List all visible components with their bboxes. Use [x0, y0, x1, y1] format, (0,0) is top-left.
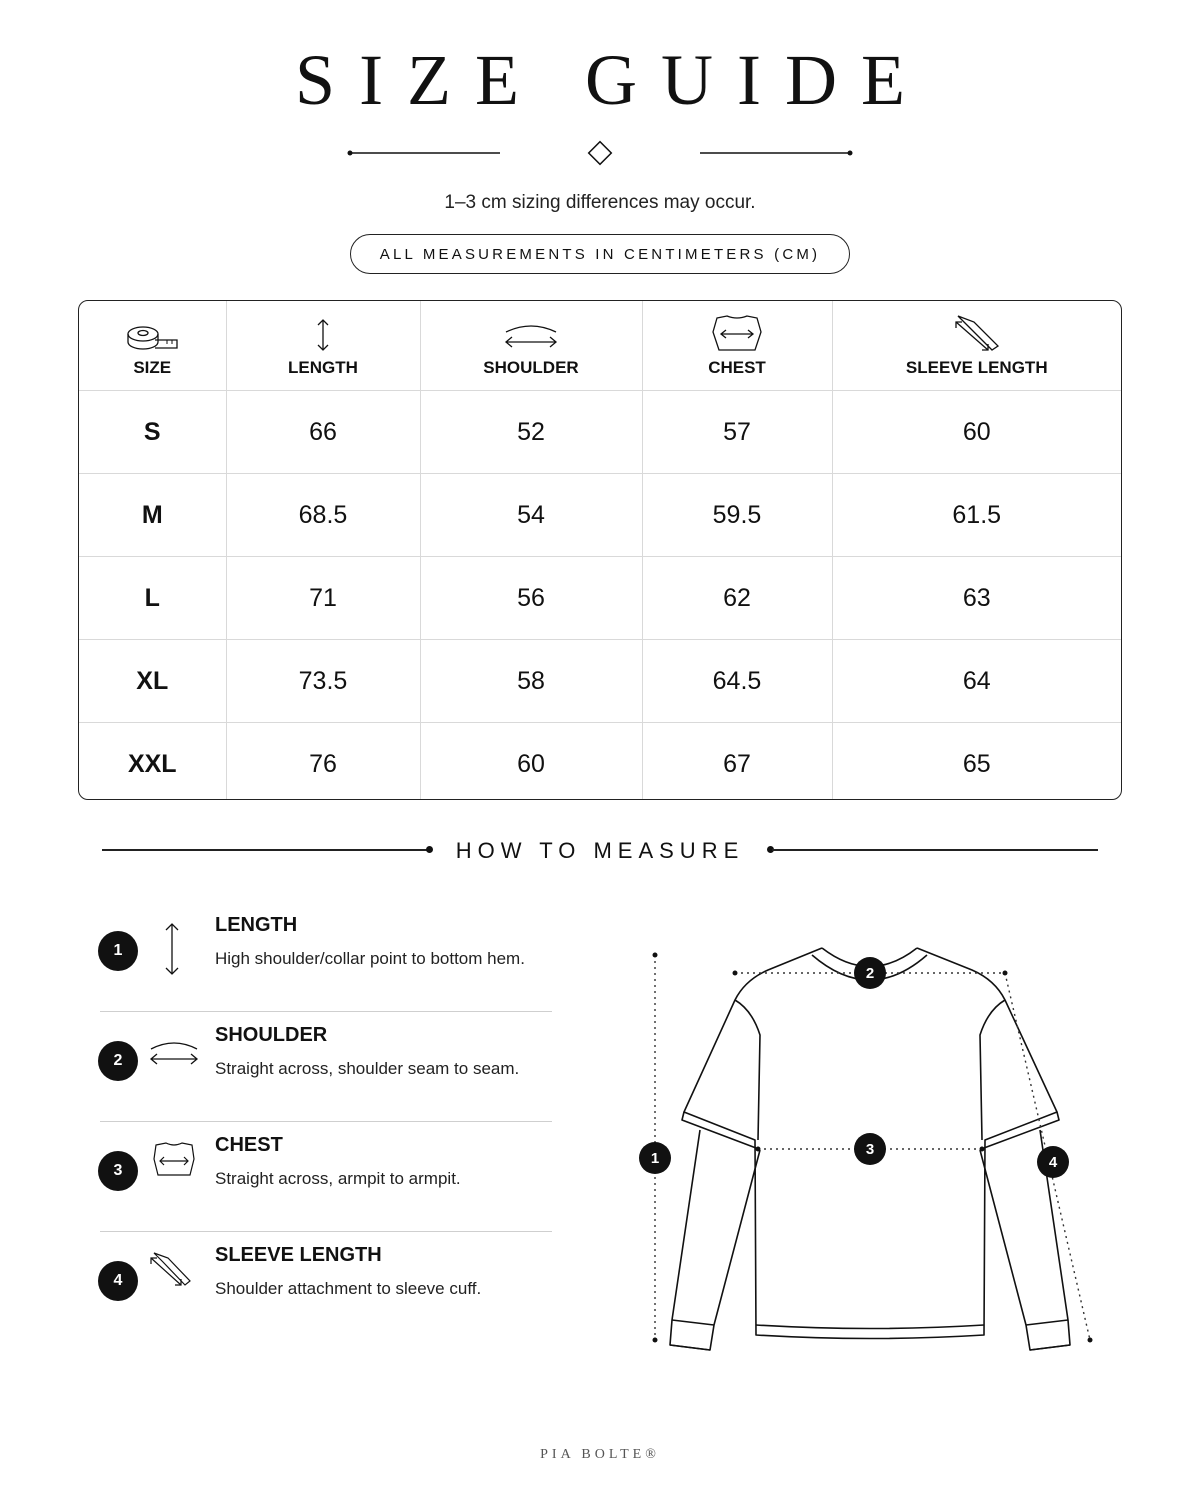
long-sleeve-left: [670, 1130, 760, 1350]
vertical-arrow-icon: [313, 318, 333, 352]
header-chest: [642, 301, 832, 391]
sleeve-length-cell: 61.5: [832, 474, 1121, 557]
sleeve-length-cell: 60: [832, 391, 1121, 474]
title-ornament: [340, 138, 860, 168]
size-cell: L: [79, 557, 226, 640]
header-size-label: SIZE: [133, 358, 172, 377]
step-description: Straight across, armpit to armpit.: [215, 1169, 461, 1188]
svg-text:3: 3: [865, 1141, 875, 1158]
length-cell: 71: [226, 557, 420, 640]
chest-cell: 57: [642, 391, 832, 474]
step-title: SHOULDER: [215, 1024, 328, 1046]
diagram-marker-3: [854, 1133, 886, 1165]
svg-text:2: 2: [865, 965, 875, 982]
chest-cell: 59.5: [642, 474, 832, 557]
diagram-marker-2: [854, 957, 886, 989]
header-length-label: LENGTH: [288, 358, 358, 377]
length-cell: 76: [226, 723, 420, 801]
size-cell: XXL: [79, 723, 226, 801]
sleeve-length-cell: 65: [962, 749, 991, 778]
page-title: SIZE GUIDE: [295, 40, 929, 120]
step-number-badge: 4: [98, 1261, 138, 1301]
shoulder-arc-icon: [502, 322, 560, 352]
step-title: LENGTH: [215, 914, 298, 936]
chest-icon: [152, 1141, 196, 1177]
section-divider-right: [772, 849, 1098, 851]
svg-text:4: 4: [1048, 1154, 1058, 1171]
shoulder-arc-icon: [148, 1039, 200, 1069]
table-row: [79, 723, 1121, 801]
header-sleeve-length-label: SLEEVE LENGTH: [905, 358, 1048, 377]
length-cell: 66: [226, 391, 420, 474]
header-size: [79, 301, 226, 391]
table-row: [79, 474, 1121, 557]
measuring-tape-icon: [123, 322, 181, 352]
measure-step-shoulder: [98, 1024, 552, 1151]
chest-cell: 67: [642, 723, 832, 801]
sizing-note: 1–3 cm sizing differences may occur.: [444, 192, 756, 213]
shoulder-cell: 56: [420, 557, 642, 640]
svg-text:1: 1: [650, 1150, 660, 1167]
step-divider: [100, 1011, 552, 1012]
diagram-marker-4: [1037, 1146, 1069, 1178]
vertical-arrow-icon: [162, 922, 182, 976]
header-length: [226, 301, 420, 391]
table-row: [79, 557, 1121, 640]
step-number-badge: 1: [98, 931, 138, 971]
size-table: [78, 300, 1122, 800]
size-cell: M: [79, 474, 226, 557]
chest-cell: 62: [642, 557, 832, 640]
table-row: [79, 640, 1121, 723]
header-shoulder-label: SHOULDER: [483, 358, 579, 377]
shoulder-cell: 58: [420, 640, 642, 723]
header-shoulder: [420, 301, 642, 391]
sleeve-length-cell: 63: [832, 557, 1121, 640]
section-divider-left: [102, 849, 428, 851]
units-label: ALL MEASUREMENTS IN CENTIMETERS (CM): [379, 245, 821, 263]
sleeve-icon: [952, 312, 1002, 352]
step-number-badge: 3: [98, 1151, 138, 1191]
brand-logo: PIA BOLTE®: [540, 1447, 660, 1462]
chest-icon: [709, 314, 765, 352]
table-row: [79, 391, 1121, 474]
shoulder-cell: 54: [420, 474, 642, 557]
step-description: Straight across, shoulder seam to seam.: [215, 1059, 520, 1078]
size-cell: S: [79, 391, 226, 474]
diagram-marker-1: [639, 1142, 671, 1174]
step-title: SLEEVE LENGTH: [215, 1244, 382, 1266]
header-chest-label: CHEST: [708, 358, 766, 377]
shoulder-cell: 60: [420, 723, 642, 801]
step-number-badge: 2: [98, 1041, 138, 1081]
length-cell: 68.5: [226, 474, 420, 557]
step-description: Shoulder attachment to sleeve cuff.: [215, 1279, 482, 1298]
step-divider: [100, 1121, 552, 1122]
units-badge: [350, 234, 850, 274]
step-description: High shoulder/collar point to bottom hem.: [215, 949, 525, 968]
how-to-measure-heading: HOW TO MEASURE: [455, 838, 745, 863]
step-divider: [100, 1231, 552, 1232]
table-header-row: [79, 301, 1121, 391]
sleeve-icon: [148, 1249, 194, 1287]
length-cell: 73.5: [226, 640, 420, 723]
sleeve-length-cell: 64: [832, 640, 1121, 723]
shoulder-cell: 52: [420, 391, 642, 474]
chest-cell: 64.5: [642, 640, 832, 723]
step-title: CHEST: [215, 1134, 283, 1156]
measure-step-sleeve-length: [98, 1244, 552, 1371]
garment-diagram: [630, 935, 1100, 1355]
header-sleeve-length: [832, 301, 1121, 391]
divider-dot: [426, 846, 433, 853]
size-cell: XL: [79, 640, 226, 723]
